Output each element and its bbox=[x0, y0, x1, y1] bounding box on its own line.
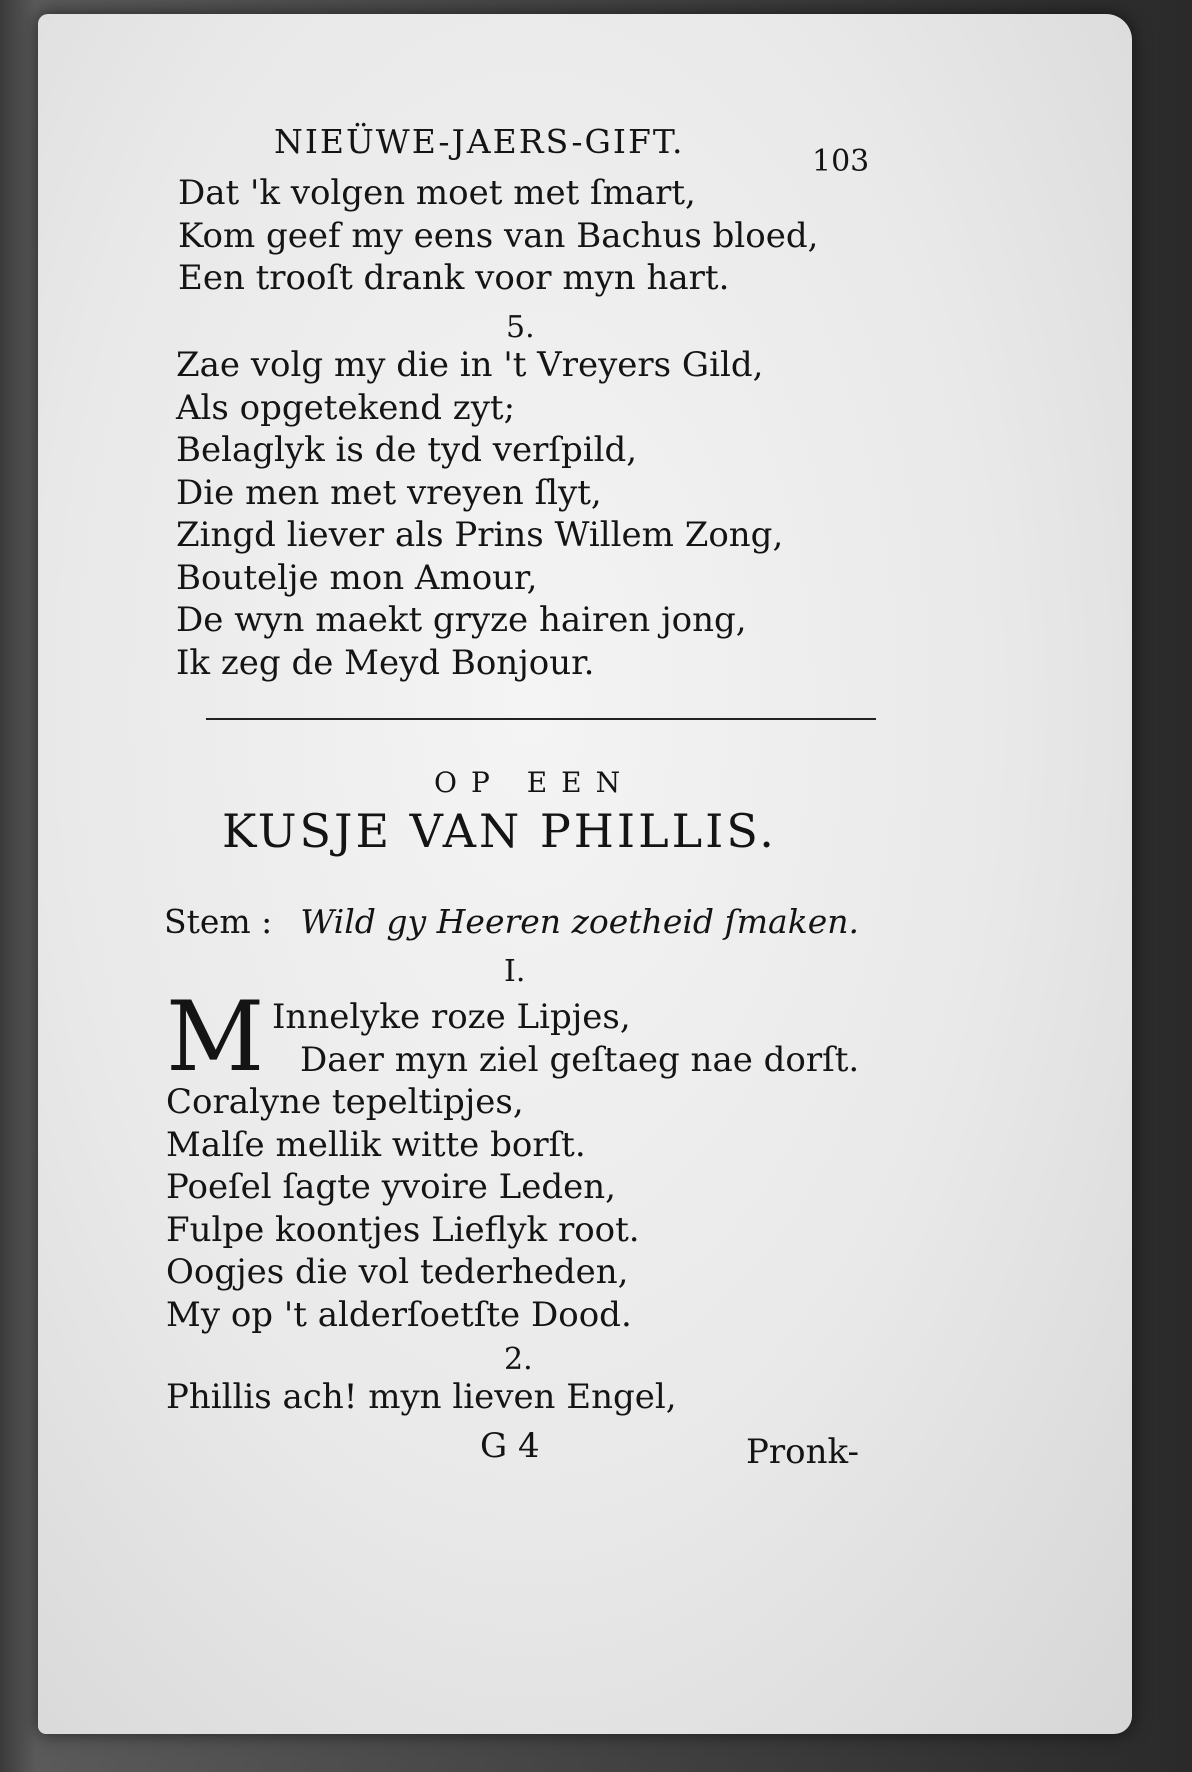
stanza-4-end bbox=[178, 172, 818, 300]
verse-line: Die men met vreyen ſlyt, bbox=[176, 472, 602, 513]
verse-line: Poeſel ſagte yvoire Leden, bbox=[166, 1167, 616, 1207]
verse-line: My op 't alderſoetſte Dood. bbox=[166, 1294, 632, 1335]
verse-line: Fulpe koontjes Lieflyk root. bbox=[166, 1209, 640, 1250]
verse-line: Oogjes die vol tederheden, bbox=[166, 1252, 629, 1292]
verse-line: Zingd liever als Prins Willem Zong, bbox=[176, 515, 784, 555]
verse-line: Coralyne tepeltipjes, bbox=[166, 1082, 524, 1122]
verse-line: Innelyke roze Lipjes, bbox=[272, 997, 631, 1037]
book-page bbox=[38, 14, 1132, 1734]
verse-line: Boutelje mon Amour, bbox=[176, 557, 538, 598]
stanza-number: 2. bbox=[504, 1342, 533, 1377]
verse-line: Malſe mellik witte borſt. bbox=[166, 1124, 586, 1165]
verse-line: Daer myn ziel geſtaeg nae dorſt. bbox=[300, 1039, 860, 1080]
drop-cap: M bbox=[166, 981, 265, 1093]
stanza-1 bbox=[166, 996, 859, 1336]
running-head: NIEÜWE-JAERS-GIFT. bbox=[274, 122, 685, 161]
catchword: Pronk- bbox=[746, 1432, 859, 1472]
tune-label: Stem : bbox=[164, 902, 273, 941]
verse-line: Als opgetekend zyt; bbox=[176, 387, 516, 428]
verse-line: Ik zeg de Meyd Bonjour. bbox=[176, 642, 595, 683]
verse-line: Belaglyk is de tyd verſpild, bbox=[176, 430, 638, 470]
verse-line: Kom geef my eens van Bachus bloed, bbox=[178, 215, 819, 256]
tune-name: Wild gy Heeren zoetheid ſmaken. bbox=[300, 902, 859, 941]
song-title: KUSJE VAN PHILLIS. bbox=[222, 804, 777, 858]
song-subtitle: OP EEN bbox=[434, 766, 635, 799]
stanza-number: I. bbox=[504, 954, 526, 989]
stanza-number: 5. bbox=[506, 310, 535, 345]
section-rule bbox=[206, 718, 876, 720]
verse-line: Phillis ach! myn lieven Engel, bbox=[166, 1377, 677, 1417]
page-number: 103 bbox=[812, 144, 870, 179]
verse-line: Een trooſt drank voor myn hart. bbox=[178, 258, 730, 298]
verse-line: Dat 'k volgen moet met ſmart, bbox=[178, 173, 696, 213]
verse-line: Zae volg my die in 't Vreyers Gild, bbox=[176, 345, 764, 385]
stanza-5 bbox=[176, 344, 783, 684]
signature-mark: G 4 bbox=[480, 1426, 540, 1466]
tune-indication bbox=[164, 902, 859, 941]
stanza-2 bbox=[166, 1376, 677, 1419]
verse-line: De wyn maekt gryze hairen jong, bbox=[176, 600, 747, 640]
